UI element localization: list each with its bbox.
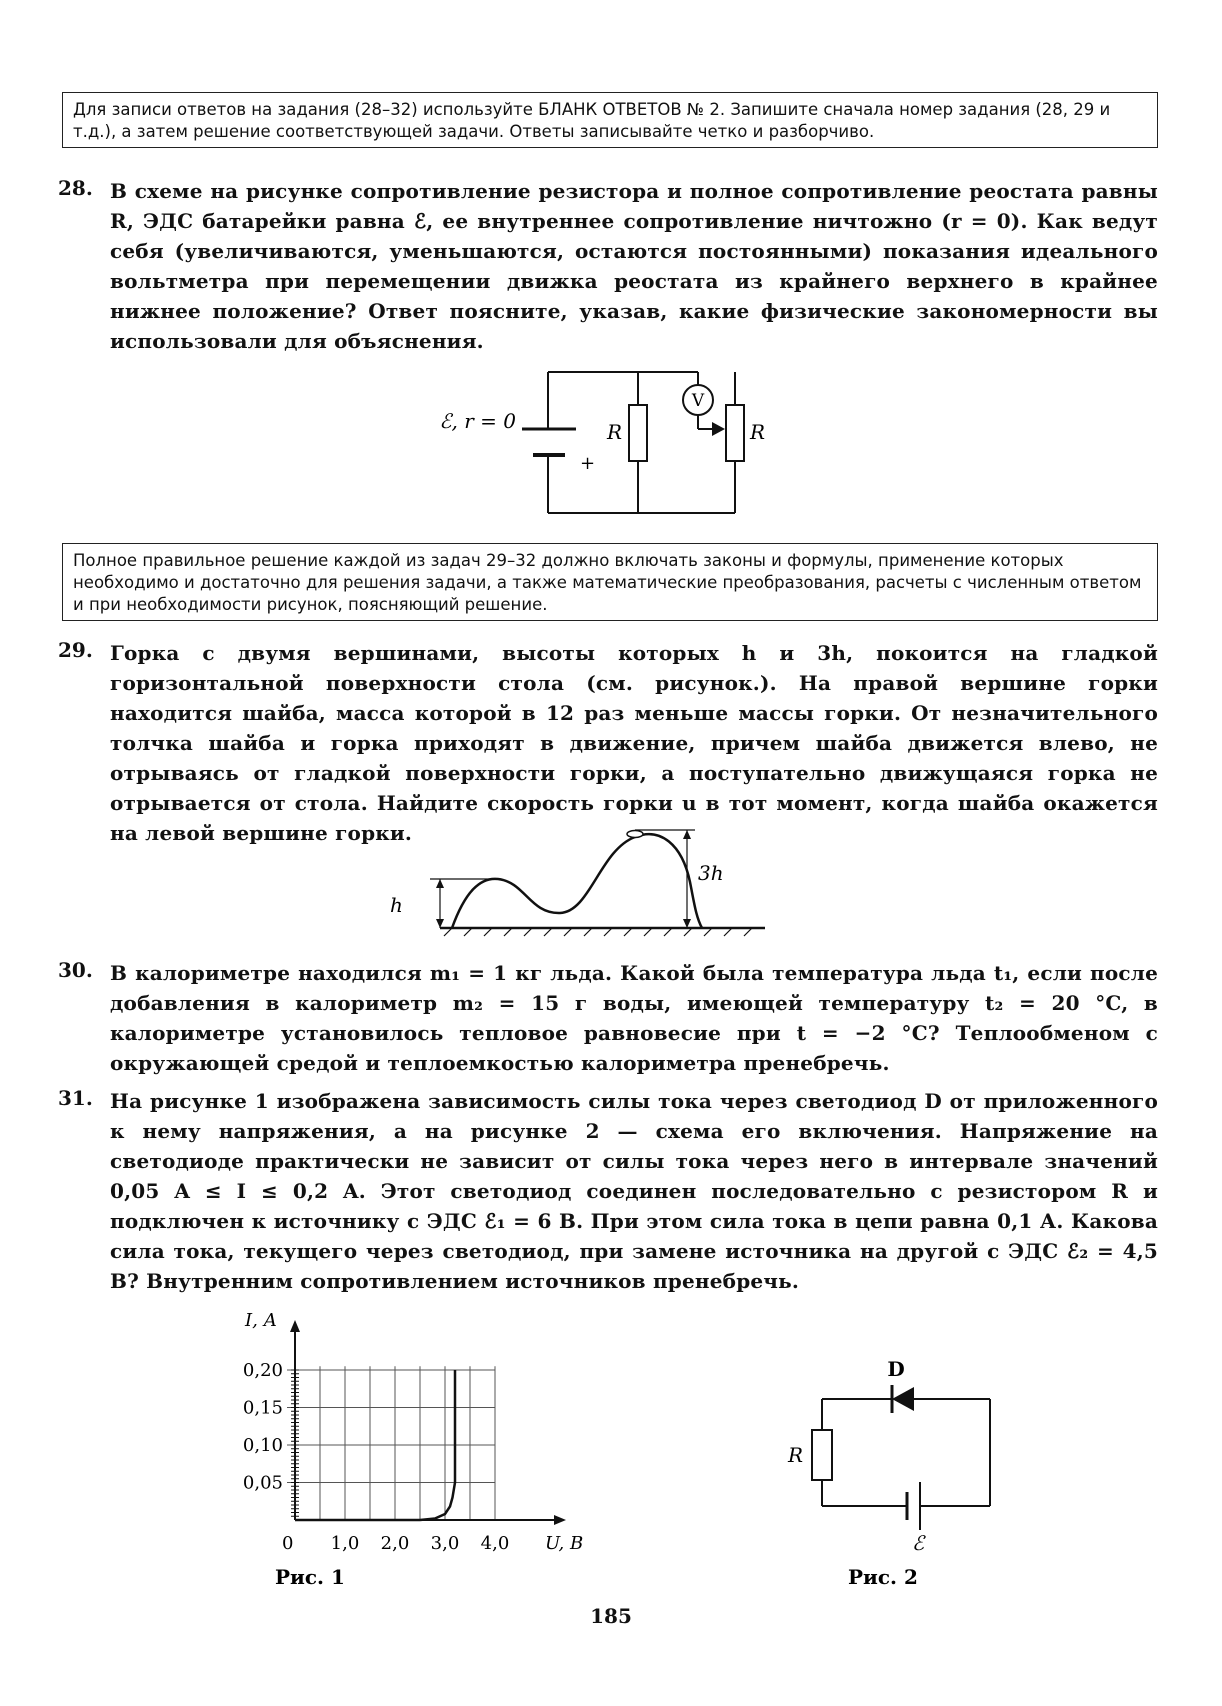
source-label: ℰ	[912, 1531, 925, 1555]
problem-29	[58, 638, 1158, 848]
resistor	[629, 405, 647, 461]
x-tick-label: 2,0	[380, 1533, 410, 1554]
problem-number: 31.	[58, 1086, 93, 1110]
problem-number: 28.	[58, 176, 93, 200]
resistor-label: R	[607, 420, 623, 444]
problem-number: 30.	[58, 958, 93, 982]
chart-grid	[287, 1366, 495, 1520]
iv-chart	[210, 1312, 610, 1612]
plus-sign: +	[580, 453, 596, 474]
origin-label: 0	[282, 1533, 294, 1554]
problem-number: 29.	[58, 638, 93, 662]
hill-profile	[452, 834, 702, 928]
diode-label: D	[887, 1357, 905, 1381]
y-axis-label: I, А	[245, 1310, 278, 1331]
x-axis-arrow-icon	[554, 1515, 566, 1525]
rheostat-label: R	[750, 420, 766, 444]
solution-requirements-text: Полное правильное решение каждой из задач 29–32 должно включать законы и формулы, применение которых необходимо и достаточно для решения задачи, а также математические преобразования, расчеты с численным ответом и при необходимости рисунок, поясняющий решение.	[73, 551, 1142, 614]
problem-text: На рисунке 1 изображена зависимость силы тока через светодиод D от приложенного к нему напряжения, а на рисунке 2 — схема его включения. Напряжение на светодиоде практически не зависит от силы тока через него в интервале значений 0,05 A ≤ I ≤ 0,2 A. Этот светодиод соединен последовательно с резистором R и подключен к источнику с ЭДС ℰ₁ = 6 В. При этом сила тока в цепи равна 0,1 А. Какова сила тока, текущего через светодиод, при замене источника на другой с ЭДС ℰ₂ = 4,5 В? Внутренним сопротивлением источников пренебречь.	[110, 1089, 1158, 1293]
problem-text: В калориметре находился m₁ = 1 кг льда. Какой была температура льда t₁, если после добавления в калориметр m₂ = 15 г воды, имеющей температуру t₂ = 20 °C, в калориметре установилось тепловое равновесие при t = −2 °C? Теплообменом с окружающей средой и теплоемкостью калориметра пренебречь.	[110, 961, 1158, 1075]
puck-icon	[627, 831, 643, 838]
y-tick-label: 0,15	[242, 1397, 283, 1419]
x-axis-label: U, В	[545, 1533, 584, 1554]
x-tick-label: 1,0	[330, 1533, 360, 1554]
x-tick-label: 3,0	[430, 1533, 460, 1554]
y-axis-arrow-icon	[290, 1320, 300, 1332]
page-number: 185	[590, 1604, 632, 1628]
problem-28	[58, 176, 1158, 356]
x-tick-label: 4,0	[480, 1533, 510, 1554]
emf-label: ℰ, r = 0	[439, 409, 516, 433]
y-tick-label: 0,05	[242, 1472, 283, 1494]
resistor	[812, 1430, 832, 1480]
led-circuit-diagram	[780, 1354, 1020, 1589]
solution-requirements-box	[62, 543, 1158, 621]
circuit-diagram-28	[430, 365, 790, 525]
answers-instruction-box	[62, 92, 1158, 148]
problem-30	[58, 958, 1158, 1078]
y-tick-label: 0,20	[242, 1360, 283, 1381]
figure-2-caption: Рис. 2	[848, 1565, 918, 1589]
figure-1-caption: Рис. 1	[275, 1565, 345, 1589]
rheostat	[726, 405, 744, 461]
answers-instruction-text: Для записи ответов на задания (28–32) используйте БЛАНК ОТВЕТОВ № 2. Запишите сначала номер задания (28, 29 и т.д.), а затем решение соответствующей задачи. Ответы записывайте четко и разборчиво.	[73, 100, 1111, 141]
diode-icon	[892, 1387, 914, 1411]
hill-diagram-29	[390, 822, 780, 942]
y-tick-labels	[243, 1360, 283, 1494]
x-tick-labels	[331, 1533, 510, 1554]
problem-text: Горка с двумя вершинами, высоты которых h и 3h, покоится на гладкой горизонтальной поверхности стола (см. рисунок.). На правой вершине горки находится шайба, масса которой в 12 раз меньше массы горки. От незначительного толчка шайба и горка приходят в движение, причем шайба движется влево, не отрываясь от гладкой поверхности горки, а поступательно движущаяся горка не отрывается от стола. Найдите скорость горки u в тот момент, когда шайба окажется на левой вершине горки.	[110, 641, 1158, 845]
height-3h-label: 3h	[698, 861, 724, 885]
y-tick-label: 0,10	[242, 1435, 283, 1456]
slider-arrow-icon	[712, 422, 725, 436]
resistor-label: R	[788, 1443, 804, 1467]
problem-31	[58, 1086, 1158, 1296]
problem-text: В схеме на рисунке сопротивление резистора и полное сопротивление реостата равны R, ЭДС батарейки равна ℰ, ее внутреннее сопротивление ничтожно (r = 0). Как ведут себя (увеличиваются, уменьшаются, остаются постоянными) показания идеального вольтметра при перемещении движка реостата из крайнего верхнего в крайнее нижнее положение? Ответ поясните, указав, какие физические закономерности вы использовали для объяснения.	[110, 179, 1158, 353]
voltmeter-label: V	[691, 391, 705, 411]
height-h-label: h	[390, 893, 403, 917]
